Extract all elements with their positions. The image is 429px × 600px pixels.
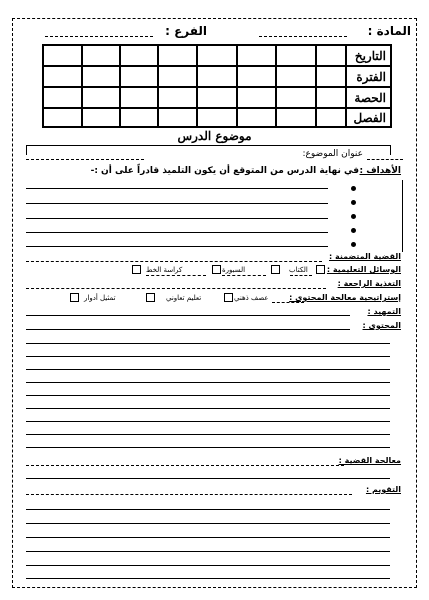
aid-notebook-checkbox[interactable] [212,265,221,274]
branch-field[interactable] [45,36,153,37]
content-label: المحتوى : [362,321,401,330]
aid-book-checkbox[interactable] [316,265,325,274]
objective-line[interactable] [26,246,328,247]
strategy-brainstorm-checkbox[interactable] [224,293,233,302]
objective-line[interactable] [26,203,328,204]
intro-label: التمهيد : [367,307,401,316]
branch-label: الفرع : [165,24,207,38]
row-label-period: الفترة [356,70,386,84]
issues-label: القضية المتضمنة : [328,252,401,261]
bullet-icon [351,186,356,191]
lesson-title: موضوع الدرس [177,129,252,143]
evaluation-line[interactable] [26,578,390,579]
issue-treatment-field[interactable] [26,465,344,466]
row-label-date: التاريخ [354,49,386,63]
content-line[interactable] [26,343,390,344]
evaluation-line[interactable] [26,523,390,524]
issue-treatment-label: معالجة القضية : [338,456,401,465]
bullet-icon [351,242,356,247]
row-label-class: الفصل [353,111,386,125]
bullet-icon [351,214,356,219]
feedback-field[interactable] [26,288,326,289]
aid-notebook-line [146,275,206,276]
topic-label: عنوان الموضوع: [302,149,363,159]
aids-label: الوسائل التعليمية : [326,265,401,274]
strategy-roleplay-checkbox[interactable] [70,293,79,302]
content-line[interactable] [26,329,350,330]
content-line[interactable] [26,369,390,370]
aid-book-line [290,275,312,276]
objectives-text: في نهاية الدرس من المتوقع أن يكون التلميذ قادراً على أن :- [90,166,359,176]
objectives-label: الأهداف : [359,166,401,176]
strategy-cooperative-label: تعليم تعاوني [166,294,202,302]
strategy-label: إستراتيجية معالجة المحتوى : [289,293,401,302]
evaluation-line[interactable] [26,509,390,510]
aid-book-label: الكتاب [289,266,308,274]
issues-field[interactable] [26,261,322,262]
evaluation-field[interactable] [26,494,352,495]
content-line[interactable] [26,395,390,396]
strategy-roleplay-label: تمثيل أدوار [84,294,116,302]
content-line[interactable] [26,356,390,357]
feedback-label: التغذية الراجعة : [337,279,401,288]
subject-field[interactable] [259,36,347,37]
schedule-grid [42,44,392,128]
evaluation-line[interactable] [26,551,390,552]
issue-treatment-line[interactable] [26,478,390,479]
strategy-lead-line [272,302,304,303]
evaluation-line[interactable] [26,537,390,538]
objectives-margin-line [402,180,403,252]
objective-line[interactable] [26,218,328,219]
intro-line[interactable] [26,315,350,316]
bullet-icon [351,200,356,205]
strategy-brainstorm-label: عصف ذهني [234,294,269,302]
content-line[interactable] [26,408,390,409]
aid-board-checkbox[interactable] [271,265,280,274]
aid-notebook-label: كراسة الخط [146,266,183,274]
topic-lead-line [367,159,403,160]
evaluation-line[interactable] [26,565,390,566]
aid-extra-checkbox[interactable] [132,265,141,274]
aid-board-line [222,275,266,276]
aid-board-label: السبورة [222,266,246,274]
strategy-cooperative-checkbox[interactable] [146,293,155,302]
topic-field[interactable] [26,159,144,160]
objective-line[interactable] [26,232,328,233]
objective-line[interactable] [26,188,328,189]
evaluation-label: التقويم : [365,485,401,494]
content-line[interactable] [26,447,390,448]
row-label-lesson: الحصة [354,91,386,105]
content-line[interactable] [26,421,390,422]
subject-label: المادة : [367,24,411,38]
bullet-icon [351,228,356,233]
content-line[interactable] [26,434,390,435]
content-line[interactable] [26,382,390,383]
